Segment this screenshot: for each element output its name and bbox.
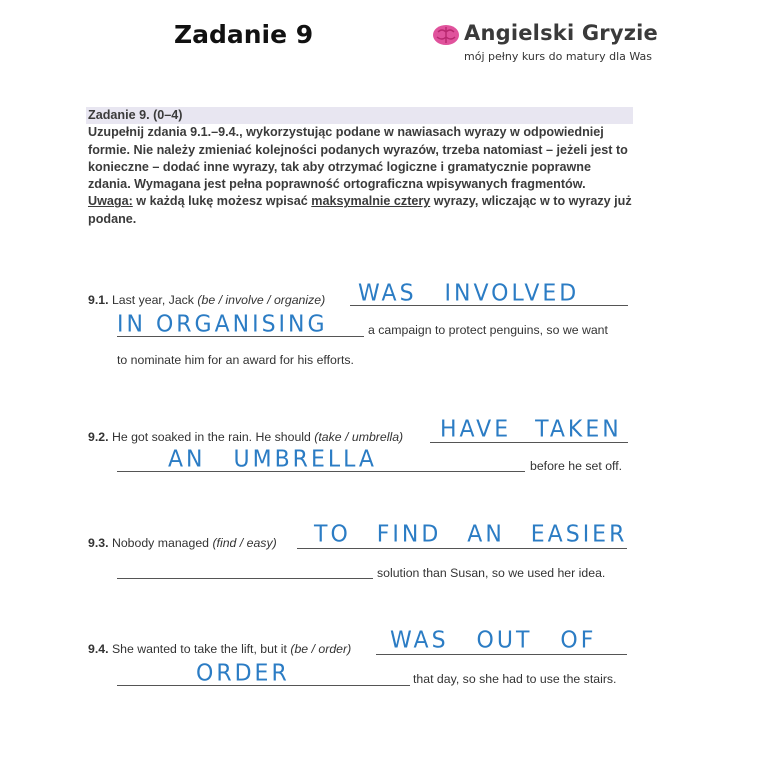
handwritten-answer: ORDER (196, 660, 290, 687)
item-number: 9.4. (88, 642, 109, 656)
handwritten-answer: HAVE TAKEN (440, 416, 622, 443)
item-continuation: to nominate him for an award for his efforts. (117, 353, 354, 367)
answer-blank[interactable] (376, 654, 627, 655)
brand-name: Angielski Gryzie (464, 21, 658, 45)
task-body: Uzupełnij zdania 9.1.–9.4., wykorzystując podane w nawiasach wyrazy w odpowiedniej formie. Nie należy zmieniać kolejności podanych wyrazów, trzeba natomiast – jeżeli jest to konieczne – dodać inne wyrazy, tak aby otrzymać logiczne i gramatycznie poprawne zdania. Wymagana jest pełna poprawność ortograficzna wpisywanych fragmentów. (88, 125, 628, 192)
answer-blank[interactable] (297, 548, 627, 549)
handwritten-answer: WAS OUT OF (390, 627, 597, 654)
item-continuation: before he set off. (530, 459, 623, 473)
item-hint: (be / involve / organize) (197, 293, 326, 307)
item-number: 9.2. (88, 430, 109, 444)
handwritten-answer: IN ORGANISING (117, 311, 328, 338)
item-prompt: Last year, Jack (111, 293, 194, 307)
brain-icon (432, 24, 460, 46)
item-prompt: She wanted to take the lift, but it (111, 642, 287, 656)
brand-logo (432, 22, 762, 66)
item-hint: (be / order) (290, 642, 352, 656)
note-label: Uwaga: (88, 194, 133, 209)
handwritten-answer: TO FIND AN EASIER (314, 521, 628, 548)
note-emphasis: maksymalnie cztery (311, 194, 431, 209)
item-continuation: solution than Susan, so we used her idea. (377, 566, 606, 580)
note-text-pre: w każdą lukę możesz wpisać (132, 194, 312, 209)
answer-blank[interactable] (117, 578, 373, 579)
note-text-post: wyrazy, wliczając w to wyrazy już podane. (88, 194, 632, 226)
item-hint: (find / easy) (212, 536, 277, 550)
handwritten-answer: AN UMBRELLA (168, 446, 377, 473)
page-title: Zadanie 9 (174, 20, 314, 49)
brand-tagline: mój pełny kurs do matury dla Was (464, 50, 653, 63)
item-continuation: that day, so she had to use the stairs. (413, 672, 617, 686)
handwritten-answer: WAS INVOLVED (358, 280, 580, 307)
item-prompt: He got soaked in the rain. He should (111, 430, 311, 444)
item-prompt: Nobody managed (111, 536, 210, 550)
item-number: 9.3. (88, 536, 109, 550)
item-hint: (take / umbrella) (314, 430, 404, 444)
item-continuation: a campaign to protect penguins, so we want (368, 323, 608, 337)
item-number: 9.1. (88, 293, 109, 307)
task-heading: Zadanie 9. (0–4) (86, 107, 633, 124)
task-instructions (88, 107, 633, 228)
